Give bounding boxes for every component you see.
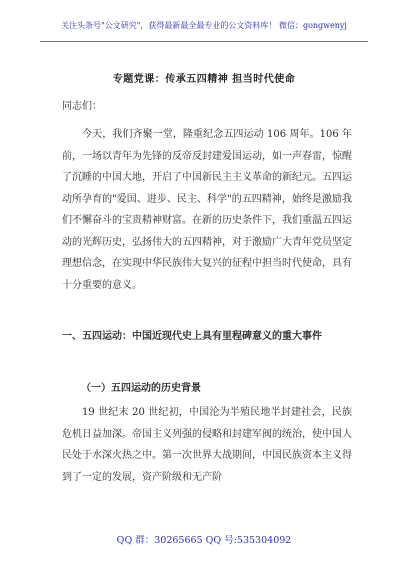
background-paragraph: 19 世纪末 20 世纪初，中国沦为半殖民地半封建社会，民族危机日益加深。帝国主义列强的侵略和封建军阀的统治，使中国人民处于水深火热之中。第一次世界大战期间，中国民族资本主义得到了一定的发展，资产阶级和无产阶 — [62, 407, 352, 483]
section-heading: 一、五四运动：中国近现代史上具有里程碑意义的重大事件 — [62, 331, 322, 342]
header-promo-text: 关注头条号"公文研究"，获得最新最全最专业的公文资料库！ 微信：gongwenyj — [61, 21, 347, 30]
footer-contact-text: QQ 群：30265665 QQ 号:535304092 — [116, 535, 292, 546]
document-title: 专题党课：传承五四精神 担当时代使命 — [112, 74, 296, 85]
salutation: 同志们： — [62, 101, 102, 112]
header-divider — [40, 41, 368, 42]
subsection-heading: （一）五四运动的历史背景 — [81, 383, 201, 394]
intro-paragraph: 今天，我们齐聚一堂，隆重纪念五四运动 106 周年。106 年前，一场以青年为先锋的反帝反封建爱国运动，如一声春雷，惊醒了沉睡的中国大地，开启了中国新民主主义革命的新纪元。五四运动所孕育的"爱国、进步、民主、科学"的五四精神，始终是激励我们不懈奋斗的宝贵精神财富。在新的历史条件下，我们重温五四运动的光辉历史，弘扬伟大的五四精神，对于激励广大青年党员坚定理想信念，在实现中华民族伟大复兴的征程中担当时代使命，具有十分重要的意义。 — [62, 129, 352, 291]
